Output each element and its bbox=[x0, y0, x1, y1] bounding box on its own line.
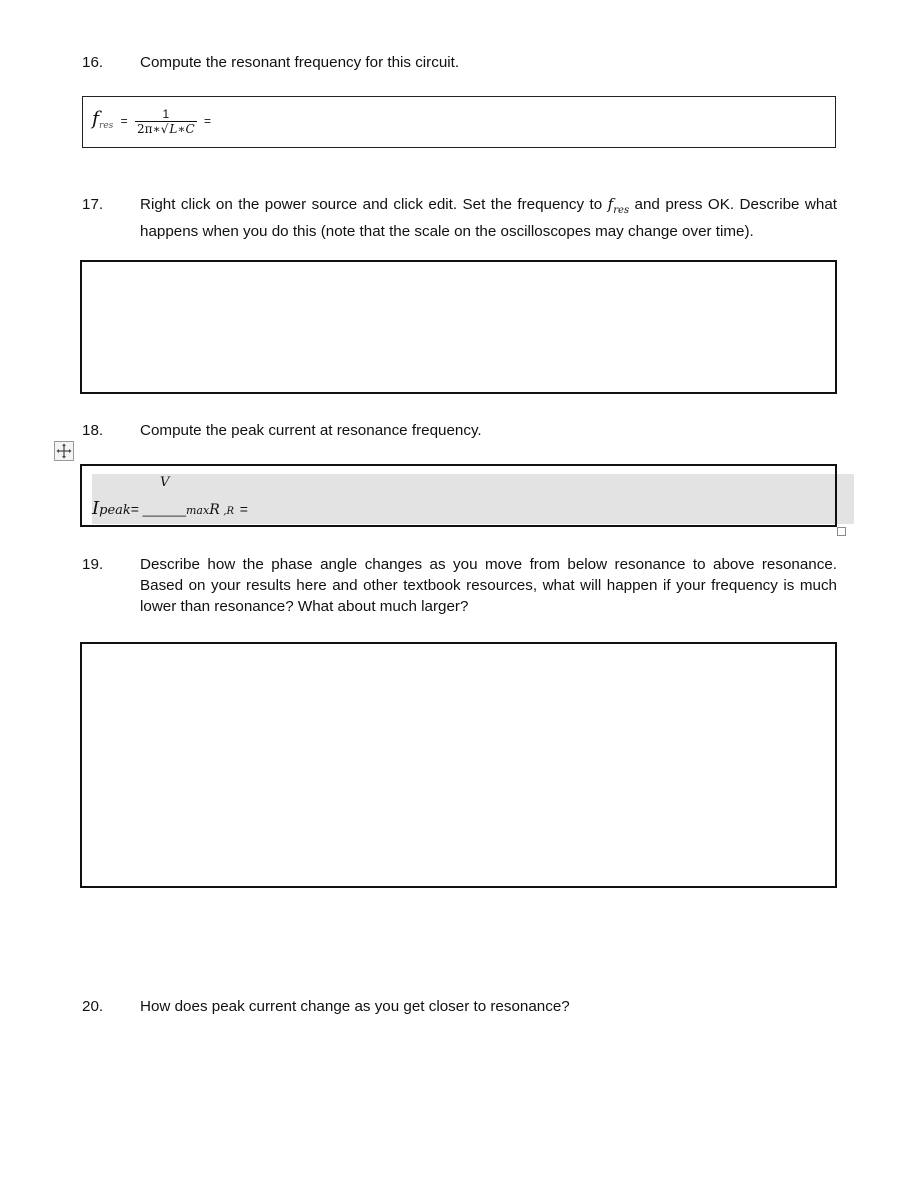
formula-f-subscript: res bbox=[99, 121, 114, 132]
question-number: 19. bbox=[82, 556, 104, 573]
question-text: Compute the peak current at resonance frequency. bbox=[140, 422, 482, 439]
formula-voltage: V bbox=[160, 475, 170, 490]
formula-denominator-prefix: 2π∗ bbox=[137, 122, 161, 136]
formula-fraction-line: ______ bbox=[142, 502, 186, 517]
question-19 bbox=[82, 554, 837, 617]
question-text-part: Right click on the power source and click edit. Set the frequency to bbox=[140, 196, 608, 213]
inline-f-subscript: res bbox=[613, 205, 630, 217]
question-text: Describe how the phase angle changes as you move from below resonance to above resonance. Based on your results here and other textbook resources, what will happen if your frequency is much lower than resonance? What about much larger? bbox=[140, 556, 837, 615]
formula-i-subscript: peak bbox=[99, 503, 131, 518]
question-20 bbox=[82, 996, 837, 1017]
formula-i: I bbox=[92, 498, 100, 519]
question-text bbox=[140, 194, 837, 242]
formula-max: max bbox=[185, 504, 210, 517]
formula-equals: = bbox=[120, 113, 128, 128]
peak-current-formula bbox=[92, 498, 248, 519]
question-number: 18. bbox=[82, 422, 104, 439]
table-resize-handle[interactable] bbox=[837, 527, 846, 536]
formula-equals-result: = bbox=[204, 113, 212, 128]
question-number: 20. bbox=[82, 998, 104, 1015]
formula-box-peak-current[interactable] bbox=[80, 464, 837, 527]
move-arrows-icon bbox=[55, 442, 73, 460]
table-move-handle[interactable] bbox=[54, 441, 74, 461]
question-18 bbox=[82, 420, 837, 441]
formula-denominator: 2π∗√L∗C bbox=[137, 122, 195, 136]
question-17 bbox=[82, 194, 837, 242]
formula-f: f bbox=[92, 107, 100, 130]
question-number: 16. bbox=[82, 54, 104, 71]
question-text: Compute the resonant frequency for this circuit. bbox=[140, 54, 460, 71]
formula-r: R bbox=[209, 502, 220, 518]
formula-box-resonant-frequency[interactable] bbox=[82, 96, 836, 148]
inline-f-symbol: f bbox=[607, 195, 614, 213]
question-text-part: and press OK. Describe what happens when you do this (note that the scale on the oscilloscopes may change over time). bbox=[140, 196, 837, 241]
resonant-frequency-formula bbox=[92, 107, 211, 136]
question-number: 17. bbox=[82, 196, 104, 213]
formula-numerator: 1 bbox=[135, 107, 197, 122]
formula-comma-r: ,R bbox=[223, 506, 235, 517]
formula-fraction bbox=[135, 107, 197, 136]
formula-equals: = bbox=[130, 501, 139, 517]
formula-radicand: L∗C bbox=[169, 122, 195, 136]
answer-box-19[interactable] bbox=[80, 642, 837, 888]
answer-box-17[interactable] bbox=[80, 260, 837, 394]
question-16 bbox=[82, 52, 837, 73]
question-text: How does peak current change as you get closer to resonance? bbox=[140, 998, 570, 1015]
formula-equals-result: = bbox=[239, 501, 248, 517]
